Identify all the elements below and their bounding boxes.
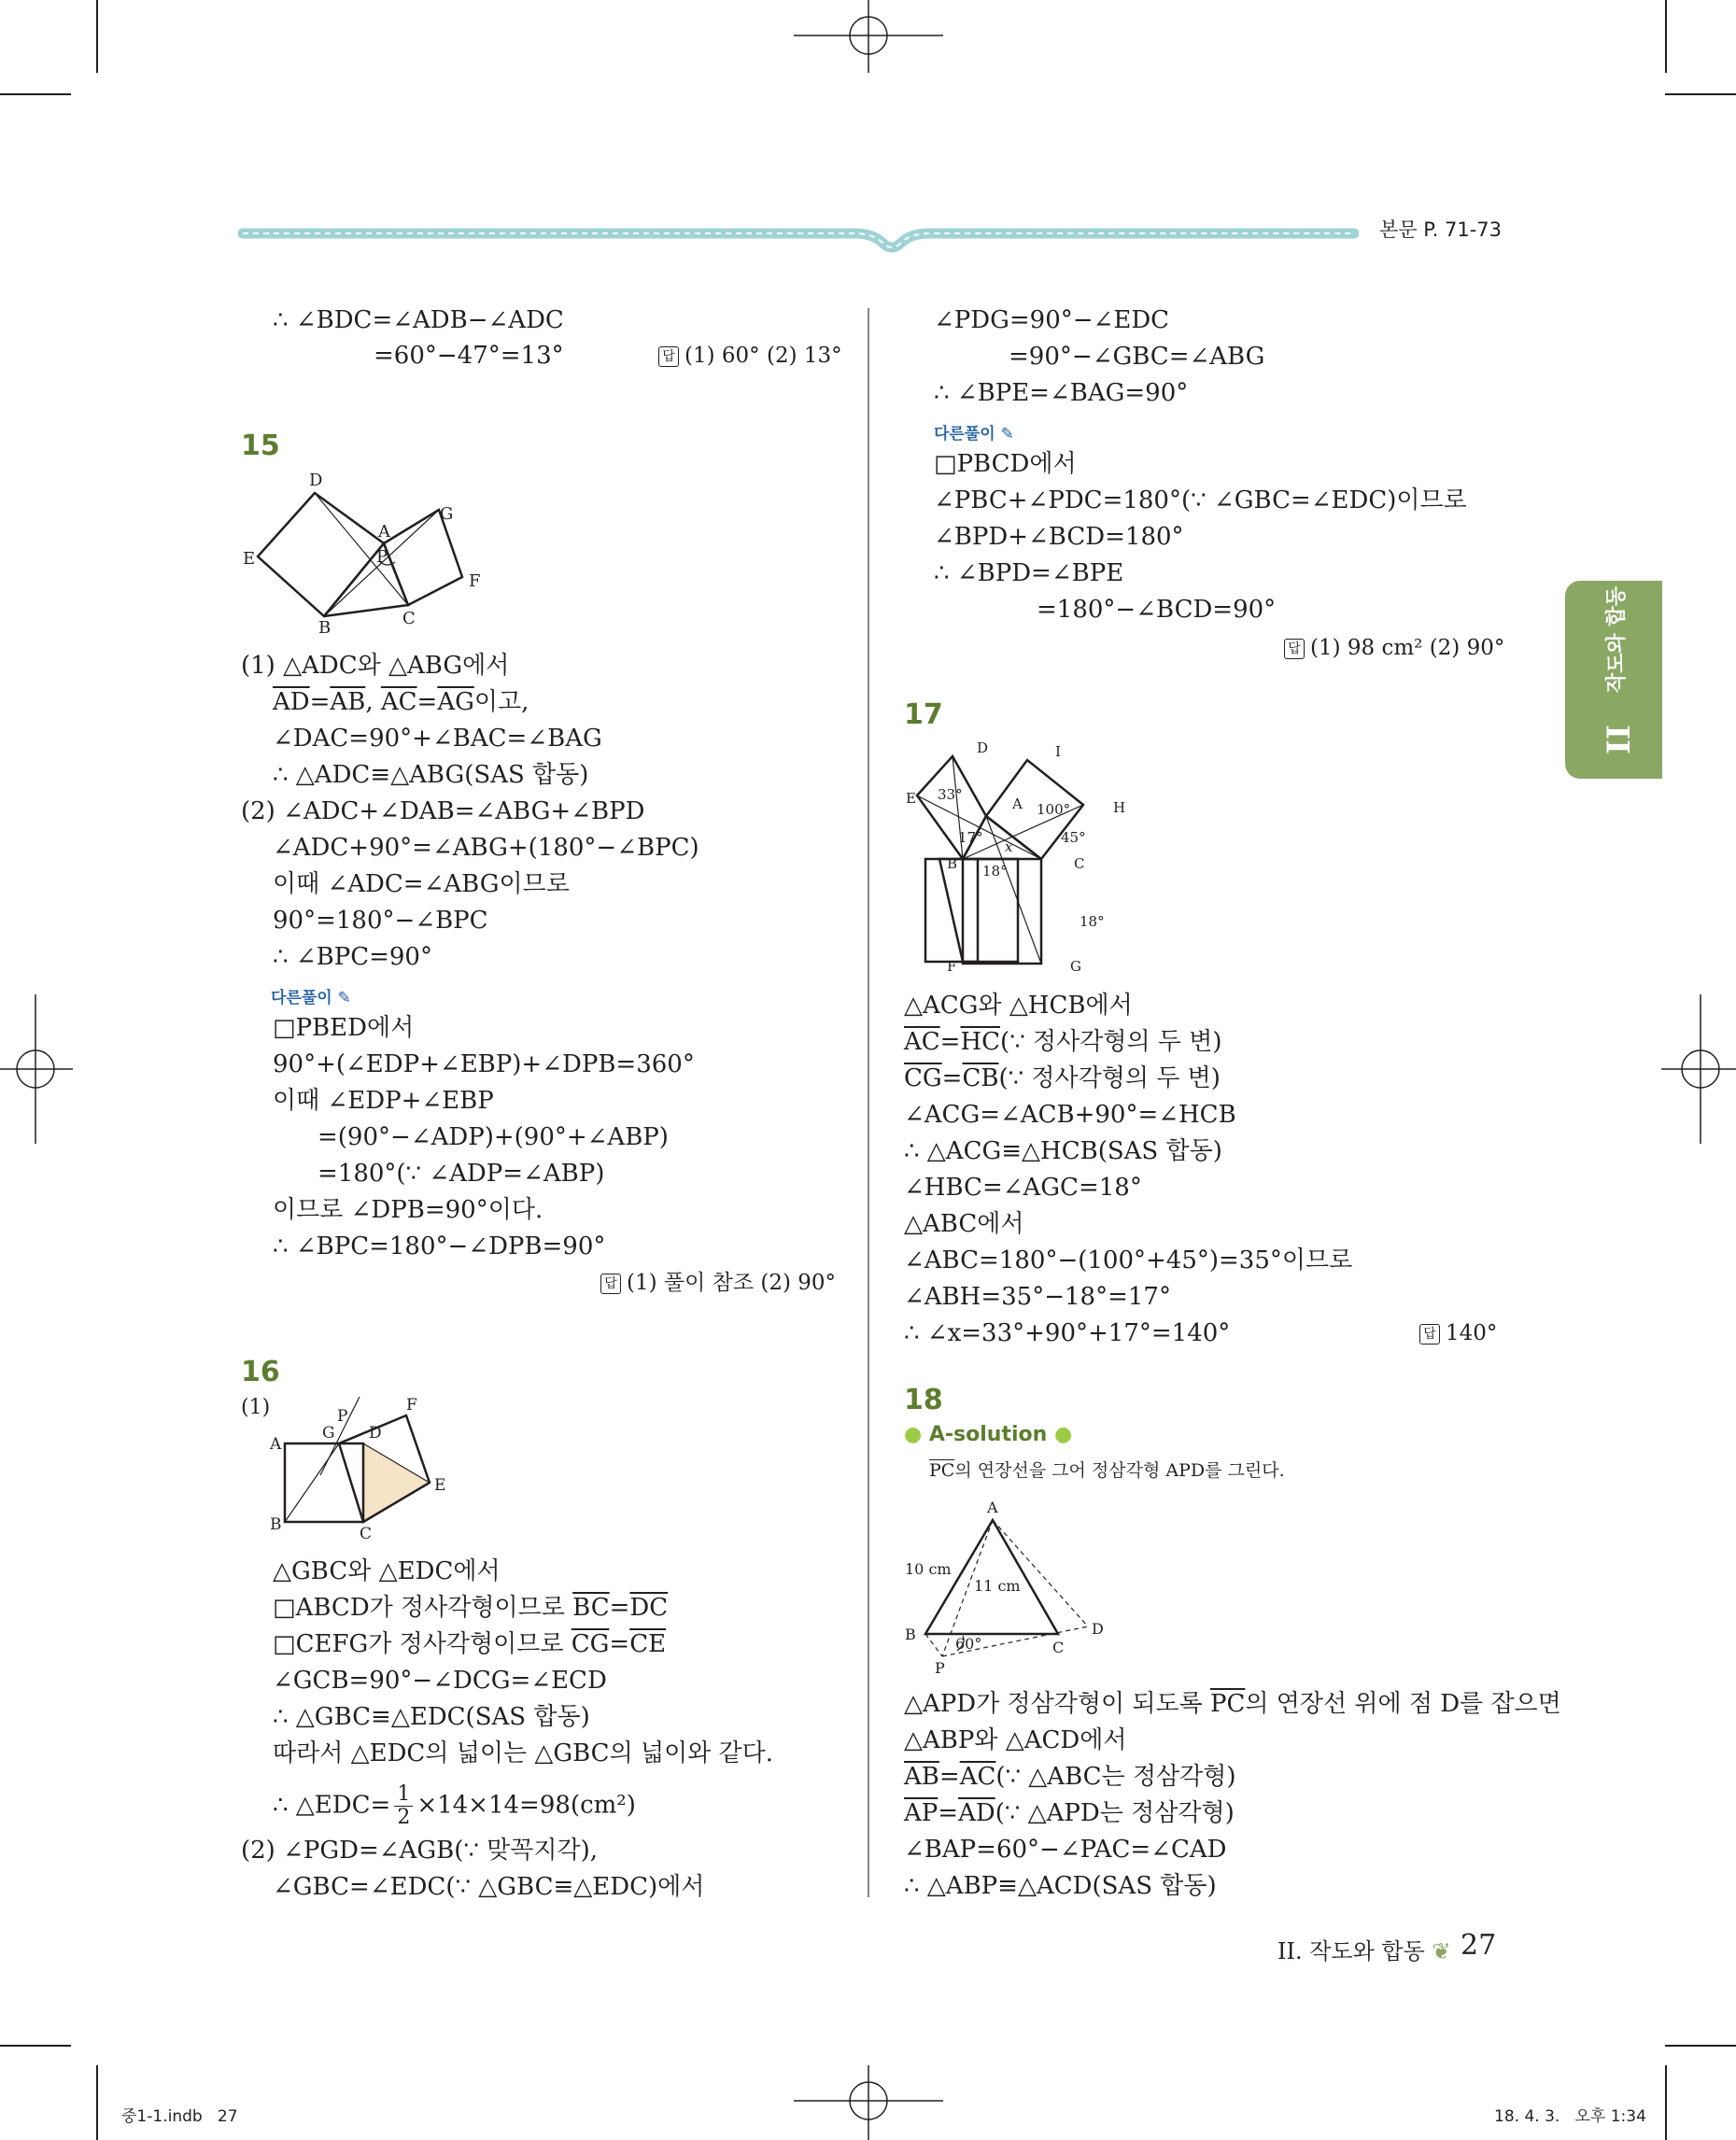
angle-18-g: 18° (1080, 913, 1105, 930)
p15-line: (1) △ADC와 △ABG에서 (241, 652, 510, 680)
length-11cm: 11 cm (974, 1577, 1021, 1595)
p15-line: (2) ∠ADC+∠DAB=∠ABG+∠BPD (241, 797, 645, 825)
p16-line: 따라서 △EDC의 넓이는 △GBC의 넓이와 같다. (273, 1739, 774, 1767)
column-divider (868, 308, 869, 1897)
angle-18-b: 18° (982, 863, 1008, 880)
answer-row (1419, 1316, 1497, 1352)
file-info: 중1-1.indb 27 (121, 2107, 238, 2126)
side-tab-numeral: II (1601, 725, 1638, 754)
p17-line: ∴ ∠x=33°+90°+17°=140° (904, 1319, 1231, 1347)
p17-line: $\overline{AC}=\overline{HC}(\because$ 정사각형의 두 변) (904, 1028, 1222, 1056)
label-C: C (1074, 855, 1085, 872)
answer-icon: 답 (600, 1274, 621, 1294)
label-D: D (1092, 1620, 1104, 1638)
right-line: =90°−∠GBC=∠ABG (1009, 343, 1265, 371)
p17-line: ∠ACG=∠ACB+90°=∠HCB (904, 1101, 1236, 1129)
label-B: B (318, 618, 332, 638)
p15-line: ∠DAC=90°+∠BAC=∠BAG (273, 725, 602, 753)
p15-alt-line: ∴ ∠BPC=180°−∠DPB=90° (273, 1232, 606, 1260)
p18-line: ∠BAP=60°−∠PAC=∠CAD (904, 1836, 1227, 1864)
p18-line: ∴ △ABP≡△ACD(SAS 합동) (904, 1872, 1217, 1900)
p15-line: ∴ △ADC≡△ABG(SAS 합동) (273, 761, 589, 789)
p17-line: ∠HBC=∠AGC=18° (904, 1174, 1142, 1202)
label-D: D (369, 1424, 382, 1443)
label-C: C (402, 609, 416, 628)
answer-row (1284, 630, 1504, 667)
registration-mark-bottom (794, 2065, 943, 2140)
p17-line: △ACG와 △HCB에서 (904, 992, 1133, 1020)
p17-line: $\overline{CG}=\overline{CB}(\because$ 정사각형의 두 변) (904, 1064, 1221, 1092)
p15-alt-line: =180°(∵ ∠ADP=∠ABP) (318, 1160, 605, 1188)
p15-line: ∠ADC+90°=∠ABG+(180°−∠BPC) (273, 834, 699, 862)
label-A: A (270, 1435, 282, 1454)
problem-number-16: 16 (241, 1356, 280, 1388)
answer-row (600, 1265, 836, 1302)
right-alt-line: =180°−∠BCD=90° (1037, 596, 1277, 624)
answer-icon: 답 (658, 346, 679, 367)
left-line: ∴ ∠BDC=∠ADB−∠ADC (273, 306, 564, 334)
p18-line: $\overline{AP}=\overline{AD}(\because$ △APD는 정삼각형) (904, 1799, 1235, 1827)
answer-text: (1) 98 cm² (2) 90° (1310, 636, 1505, 660)
p17-line: ∠ABH=35°−18°=17° (904, 1283, 1171, 1311)
angle-33: 33° (938, 786, 963, 803)
label-I: I (1055, 743, 1061, 760)
problem-number-15: 15 (241, 429, 280, 462)
figure-16 (266, 1391, 472, 1541)
p16-line: (2) ∠PGD=∠AGB(∵ 맞꼭지각), (241, 1837, 599, 1865)
problem-number-17: 17 (904, 698, 943, 731)
p16-line: □CEFG가 정사각형이므로 $\overline{CG}=\overline{CE}$ (273, 1630, 667, 1658)
page-number: 27 (1461, 1929, 1497, 1962)
label-F: F (406, 1396, 417, 1415)
registration-mark-top (794, 0, 943, 75)
right-alt-line: □PBCD에서 (934, 450, 1077, 478)
p18-line: $\overline{AB}=\overline{AC}(\because$ △ABC는 정삼각형) (904, 1763, 1236, 1791)
p16-area-line: ∴ △EDC= $\frac{1}{2}$ ×14×14=98(cm²) (273, 1782, 636, 1829)
p17-line: ∴ △ACG≡△HCB(SAS 합동) (904, 1137, 1222, 1165)
label-B: B (270, 1515, 282, 1534)
figure-17 (896, 738, 1139, 980)
p15-line: ∴ ∠BPC=90° (273, 943, 432, 971)
label-D: D (309, 471, 323, 490)
p16-line: △GBC와 △EDC에서 (273, 1557, 501, 1585)
p15-line: 이때 ∠ADC=∠ABG이므로 (273, 870, 570, 898)
label-B: B (905, 1626, 916, 1643)
figure-15 (238, 467, 490, 640)
p15-line: $\overline{AD}=\overline{AB}$, $\overline{AC}=\overline{AG}$이고, (273, 688, 529, 716)
label-F: F (469, 571, 481, 591)
alt-solution-label: 다른풀이 ✎ (934, 425, 1014, 443)
right-alt-line: ∠PBC+∠PDC=180°(∵ ∠GBC=∠EDC)이므로 (934, 486, 1467, 514)
label-C: C (360, 1525, 373, 1541)
label-B: B (947, 855, 958, 872)
p15-alt-line: 이므로 ∠DPB=90°이다. (273, 1196, 543, 1224)
print-timestamp: 18. 4. 3. 오후 1:34 (1494, 2107, 1646, 2126)
angle-100: 100° (1037, 801, 1071, 818)
label-P: P (935, 1659, 945, 1677)
label-G: G (322, 1424, 335, 1443)
p16-line: □ABCD가 정사각형이므로 $\overline{BC}=\overline{DC}$ (273, 1594, 669, 1622)
label-C: C (1052, 1639, 1065, 1656)
answer-icon: 답 (1419, 1324, 1440, 1345)
p17-line: ∠ABC=180°−(100°+45°)=35°이므로 (904, 1246, 1353, 1274)
label-A: A (987, 1499, 998, 1516)
answer-icon: 답 (1284, 639, 1305, 659)
p15-alt-line: =(90°−∠ADP)+(90°+∠ABP) (318, 1123, 669, 1151)
answer-text: (1) 풀이 참조 (2) 90° (627, 1271, 837, 1295)
p16-line: ∴ △GBC≡△EDC(SAS 합동) (273, 1703, 590, 1731)
angle-17: 17° (958, 829, 983, 846)
p15-alt-line: 이때 ∠EDP+∠EBP (273, 1087, 494, 1115)
side-tab-label: 작도와 합동 (1605, 586, 1629, 693)
label-E: E (906, 790, 916, 807)
label-A: A (378, 522, 390, 542)
label-G: G (1070, 958, 1081, 975)
right-alt-line: ∴ ∠BPD=∠BPE (934, 559, 1124, 587)
length-10cm: 10 cm (905, 1560, 952, 1578)
right-line: ∠PDG=90°−∠EDC (934, 306, 1170, 334)
angle-60: 60° (955, 1635, 982, 1653)
footer-chapter: II. 작도와 합동 ❦ (1277, 1938, 1451, 1964)
registration-mark-left (0, 994, 75, 1144)
answer-text: 140° (1446, 1321, 1498, 1345)
problem-number-18: 18 (904, 1384, 943, 1416)
chapter-side-tab (1565, 581, 1662, 779)
p15-alt-line: □PBED에서 (273, 1014, 415, 1042)
label-P: P (337, 1407, 348, 1426)
page-reference: 본문 P. 71-73 (1379, 218, 1503, 241)
label-A: A (1012, 795, 1023, 812)
figure-18 (901, 1494, 1116, 1681)
p16-part1-label: (1) (241, 1396, 271, 1419)
answer-text: (1) 60° (2) 13° (685, 344, 842, 368)
p18-line: △ABP와 △ACD에서 (904, 1726, 1127, 1754)
p17-line: △ABC에서 (904, 1210, 1024, 1238)
answer-row (658, 338, 842, 374)
p15-alt-line: 90°+(∠EDP+∠EBP)+∠DPB=360° (273, 1050, 695, 1078)
label-D: D (977, 739, 989, 756)
alt-solution-label: 다른풀이 ✎ (271, 989, 351, 1007)
label-F: F (947, 958, 957, 975)
p16-line: ∠GCB=90°−∠DCG=∠ECD (273, 1667, 607, 1695)
label-H: H (1113, 799, 1126, 816)
p16-line: ∠GBC=∠EDC(∵ △GBC≡△EDC)에서 (273, 1873, 705, 1901)
left-line: =60°−47°=13° (374, 342, 564, 370)
right-alt-line: ∠BPD+∠BCD=180° (934, 523, 1184, 551)
angle-45: 45° (1061, 829, 1086, 846)
label-E: E (243, 549, 256, 569)
a-solution-heading: ● A-solution ● (904, 1423, 1073, 1446)
registration-mark-right (1661, 994, 1736, 1144)
label-P: P (376, 547, 388, 567)
p15-line: 90°=180°−∠BPC (273, 907, 488, 935)
header-rule (238, 215, 1359, 261)
label-E: E (434, 1476, 446, 1495)
a-solution-text: $\overline{PC}$의 연장선을 그어 정삼각형 APD를 그린다. (929, 1460, 1285, 1481)
right-line: ∴ ∠BPE=∠BAG=90° (934, 379, 1189, 407)
p18-line: △APD가 정삼각형이 되도록 $\overline{PC}$의 연장선 위에 점 D를 잡으면 (904, 1690, 1561, 1718)
label-G: G (440, 504, 454, 524)
angle-x: x (1005, 838, 1013, 855)
